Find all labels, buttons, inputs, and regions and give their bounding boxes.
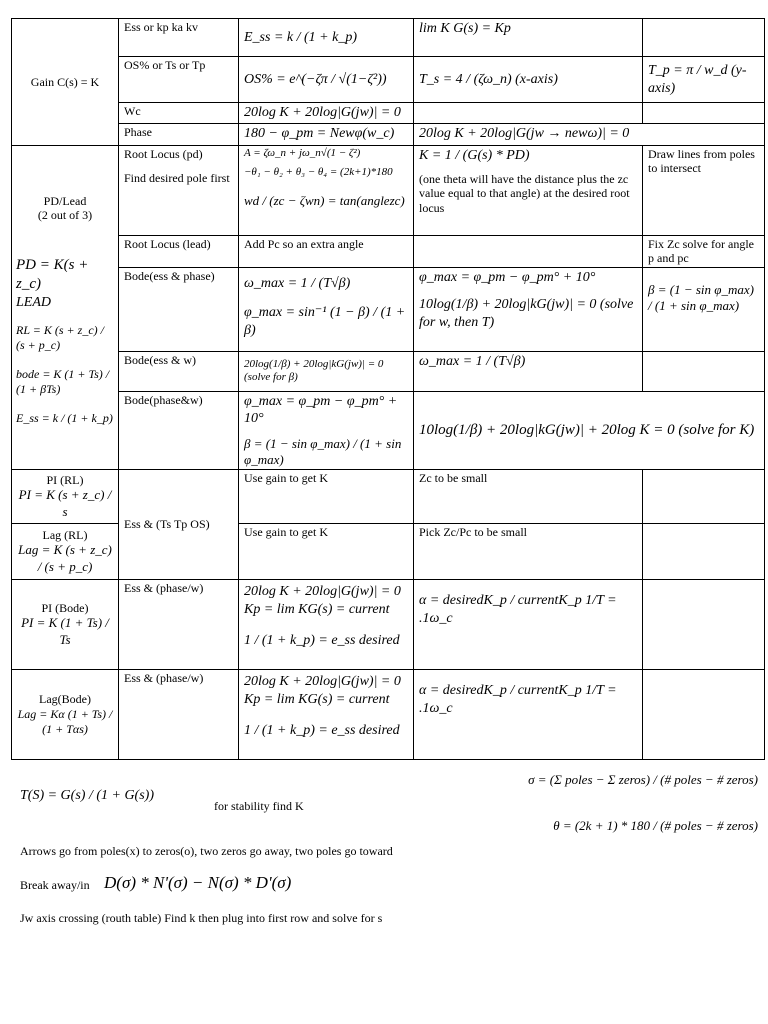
empty-cell	[643, 580, 765, 670]
formula-line: Kp = lim KG(s) = current	[244, 601, 390, 617]
ess-formula: E_ss = k / (1 + k_p)	[16, 411, 113, 426]
lag-rl-title: Lag (RL)	[42, 528, 88, 543]
stability-note: for stability find K	[214, 799, 304, 813]
formula-line: K = 1 / (G(s) * PD)	[419, 147, 530, 163]
formula-cell	[239, 580, 414, 670]
formula-cell	[239, 670, 414, 760]
table-row	[12, 267, 765, 351]
formula-line: φ_max = φ_pm − φ_pm° + 10°	[419, 269, 596, 285]
table-row	[12, 470, 765, 524]
formula-line: 20log K + 20log|G(jw)| = 0	[244, 584, 401, 599]
formula-cell	[643, 103, 765, 124]
formula-line: 20log K + 20log|G(jw)| = 0	[244, 674, 401, 689]
sigma-formula: σ = (Σ poles − Σ zeros) / (# poles − # zeros)	[528, 772, 758, 787]
formula-cell	[239, 145, 414, 235]
arrows-note: Arrows go from poles(x) to zeros(o), two zeros go away, two poles go toward	[20, 844, 393, 858]
table-row	[12, 145, 765, 235]
formula-cell	[239, 267, 414, 351]
row-name: Root Locus (lead)	[119, 235, 239, 267]
formula-cell: Use gain to get K	[239, 470, 414, 524]
breakaway-label: Break away/in	[20, 878, 90, 892]
formula-cell	[414, 267, 643, 351]
note-cell: Fix Zc solve for angle p and pc	[643, 235, 765, 267]
lead-label: LEAD	[16, 294, 51, 310]
breakaway-formula: D(σ) * N'(σ) − N(σ) * D'(σ)	[104, 873, 292, 892]
pi-rl-label	[12, 470, 119, 524]
row-name: Wc	[119, 103, 239, 124]
pd-formula: PD = K(s + z_c)	[16, 257, 89, 293]
table-row	[12, 351, 765, 391]
row-name	[119, 145, 239, 235]
row-name: Phase	[119, 123, 239, 145]
formula-cell: 20log K + 20log|G(jw)| = 0	[239, 103, 414, 124]
formula-cell: ω_max = 1 / (T√β)	[414, 351, 643, 391]
note-cell: Draw lines from poles to intersect	[643, 145, 765, 235]
formula-line: ω_max = 1 / (T√β)	[244, 275, 351, 291]
lag-bode-title: Lag(Bode)	[39, 692, 91, 707]
row-name: Bode(ess & w)	[119, 351, 239, 391]
formula-line: −θ₁ − θ₂ + θ₃ − θ₄ = (2k+1)*180	[244, 165, 393, 178]
formula-line: wd / (zc − ζwn) = tan(anglezc)	[244, 192, 405, 208]
pi-bode-label	[12, 580, 119, 670]
formula-line: A = ζω_n + jω_n√(1 − ζ²)	[244, 146, 361, 159]
pi-rl-title: PI (RL)	[46, 473, 84, 488]
formula-cell: Use gain to get K	[239, 524, 414, 580]
row-name: Bode(ess & phase)	[119, 267, 239, 351]
jw-crossing-note: Jw axis crossing (routh table) Find k then plug into first row and solve for s	[20, 911, 383, 925]
table-row	[12, 57, 765, 103]
table-row	[12, 235, 765, 267]
table-row	[12, 391, 765, 470]
pi-bode-formula: PI = K (1 + Ts) / Ts	[21, 615, 109, 647]
formula-cell	[643, 19, 765, 57]
formula-line: 1 / (1 + k_p) = e_ss desired	[244, 633, 400, 648]
table-row	[12, 19, 765, 57]
formula-cell	[643, 351, 765, 391]
row-name-line: Root Locus (pd)	[124, 146, 203, 161]
control-design-table	[11, 18, 765, 760]
formula-cell: E_ss = k / (1 + k_p)	[239, 19, 414, 57]
formula-cell	[414, 103, 643, 124]
formula-note: (one theta will have the distance plus the zc value equal to that angle) at the desired root locus	[419, 172, 630, 215]
table-row	[12, 123, 765, 145]
empty-cell	[643, 470, 765, 524]
formula-cell: α = desiredK_p / currentK_p 1/T = .1ω_c	[414, 670, 643, 760]
row-name: Bode(phase&w)	[119, 391, 239, 470]
formula-cell: Zc to be small	[414, 470, 643, 524]
row-name-line: Find desired pole first	[124, 170, 230, 185]
table-row	[12, 670, 765, 760]
table-row	[12, 103, 765, 124]
lag-bode-label	[12, 670, 119, 760]
lag-rl-label	[12, 524, 119, 580]
pi-bode-title: PI (Bode)	[41, 601, 89, 616]
closed-loop-formula: T(S) = G(s) / (1 + G(s))	[20, 788, 154, 803]
formula-cell: lim K G(s) = Kp	[414, 19, 643, 57]
empty-cell	[643, 670, 765, 760]
lag-rl-formula: Lag = K (s + z_c) / (s + p_c)	[18, 542, 112, 574]
pd-lead-title: PD/Lead	[43, 193, 87, 208]
pi-rl-formula: PI = K (s + z_c) / s	[18, 487, 112, 519]
formula-cell: β = (1 − sin φ_max) / (1 + sin φ_max)	[643, 267, 765, 351]
pd-lead-label	[12, 145, 119, 470]
lag-bode-formula: Lag = Kα (1 + Ts) / (1 + Tαs)	[17, 706, 113, 736]
formula-line: 1 / (1 + k_p) = e_ss desired	[244, 723, 400, 738]
formula-cell: 20log(1/β) + 20log|kG(jw)| = 0 (solve for β)	[239, 351, 414, 391]
formula-cell: Pick Zc/Pc to be small	[414, 524, 643, 580]
formula-cell	[239, 391, 414, 470]
formula-cell: 20log K + 20log|G(jw → newω)| = 0	[414, 123, 765, 145]
theta-formula: θ = (2k + 1) * 180 / (# poles − # zeros)	[553, 818, 758, 833]
row-name: OS% or Ts or Tp	[119, 57, 239, 103]
formula-cell: Add Pc so an extra angle	[239, 235, 414, 267]
formula-cell: 180 − φ_pm = Newφ(w_c)	[239, 123, 414, 145]
formula-line: 10log(1/β) + 20log|kG(jw)| = 0 (solve for w, then T)	[419, 297, 634, 330]
formula-cell: T_s = 4 / (ζω_n) (x-axis)	[414, 57, 643, 103]
formula-sheet	[11, 18, 765, 760]
row-name: Ess or kp ka kv	[119, 19, 239, 57]
formula-line: φ_max = φ_pm − φ_pm° + 10°	[244, 393, 398, 426]
gain-label: Gain C(s) = K	[12, 19, 119, 146]
row-name: Ess & (Ts Tp OS)	[119, 470, 239, 580]
table-row	[12, 580, 765, 670]
formula-line: φ_max = sin⁻¹ (1 − β) / (1 + β)	[244, 305, 406, 338]
formula-line: β = (1 − sin φ_max) / (1 + sin φ_max)	[244, 435, 402, 467]
row-name: Ess & (phase/w)	[119, 670, 239, 760]
rl-formula: RL = K (s + z_c) / (s + p_c)	[16, 323, 104, 353]
formula-cell: α = desiredK_p / currentK_p 1/T = .1ω_c	[414, 580, 643, 670]
row-name: Ess & (phase/w)	[119, 580, 239, 670]
formula-cell: 10log(1/β) + 20log|kG(jw)| + 20log K = 0 (solve for K)	[414, 391, 765, 470]
formula-cell	[414, 145, 643, 235]
formula-cell: T_p = π / w_d (y-axis)	[643, 57, 765, 103]
pd-lead-subtitle: (2 out of 3)	[37, 207, 93, 222]
empty-cell	[643, 524, 765, 580]
formula-cell: OS% = e^(−ζπ / √(1−ζ²))	[239, 57, 414, 103]
formula-line: Kp = lim KG(s) = current	[244, 691, 390, 707]
bode-formula: bode = K (1 + Ts) / (1 + βTs)	[16, 367, 110, 397]
formula-cell	[414, 235, 643, 267]
